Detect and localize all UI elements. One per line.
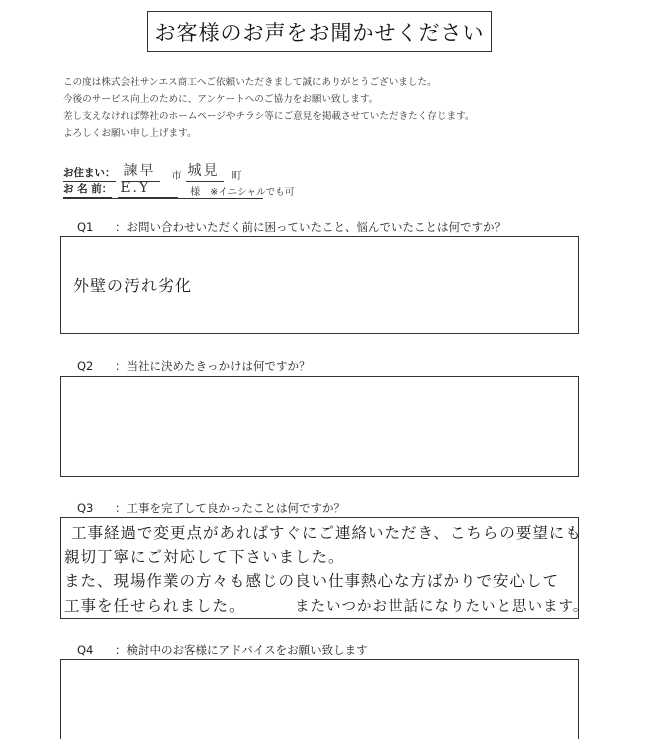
answer-line: 工事を任せられました。 [64, 597, 246, 615]
answer-line: 親切丁寧にご対応して下さいました。 [64, 548, 345, 566]
intro-line: 今後のサービス向上のために、アンケートへのご協力をお願い致します。 [63, 94, 379, 105]
address-label: お住まい： [63, 165, 116, 182]
address-city[interactable]: 諫早 [122, 160, 160, 182]
question-number: Q3 [77, 501, 94, 515]
intro-line: 差し支えなければ弊社のホームページやチラシ等にご意見を掲載させていただきたく存じます。 [63, 111, 475, 122]
page-title: お客様のお声をお聞かせください [147, 11, 492, 52]
intro-text [63, 74, 603, 142]
question-4 [77, 642, 368, 658]
address-town-unit: 町 [231, 171, 242, 182]
answer-line: またいつかお世話になりたいと思います。 [295, 599, 589, 615]
address-city-unit: 市 [171, 171, 182, 182]
answer-box-1[interactable] [60, 236, 579, 334]
question-text: ：検討中のお客様にアドバイスをお願い致します [115, 643, 368, 657]
name-value[interactable]: E.Y [118, 180, 178, 198]
divider [63, 198, 263, 199]
answer-line: 外壁の汚れ劣化 [73, 276, 193, 295]
question-3 [77, 500, 345, 516]
name-note: ※イニシャルでも可 [210, 187, 295, 198]
answer-box-3[interactable] [60, 517, 589, 619]
name-suffix: 様 [190, 187, 201, 198]
name-label: お 名 前： [63, 181, 112, 198]
question-1 [77, 219, 506, 235]
answer-box-2[interactable] [60, 376, 579, 477]
address-town[interactable]: 城見 [186, 160, 224, 182]
intro-line: よろしくお願い申し上げます。 [63, 128, 197, 139]
answer-line: 工事経過で変更点があればすぐにご連絡いただき、こちらの要望にも [71, 524, 582, 542]
name-field [63, 180, 294, 198]
intro-line: この度は株式会社サンエス商工へご依頼いただきまして誠にありがとうございました。 [63, 77, 437, 88]
question-text: ：当社に決めたきっかけは何ですか？ [115, 359, 311, 373]
question-number: Q4 [77, 643, 94, 657]
answer-line: また、現場作業の方々も感じの良い仕事熱心な方ばかりで安心して [64, 572, 560, 590]
question-number: Q1 [77, 220, 94, 234]
question-text: ：工事を完了して良かったことは何ですか？ [115, 501, 345, 515]
question-2 [77, 358, 311, 374]
address-field [63, 160, 242, 182]
question-text: ：お問い合わせいただく前に困っていたこと、悩んでいたことは何ですか？ [115, 220, 506, 234]
question-number: Q2 [77, 359, 94, 373]
answer-box-4[interactable] [60, 659, 579, 739]
